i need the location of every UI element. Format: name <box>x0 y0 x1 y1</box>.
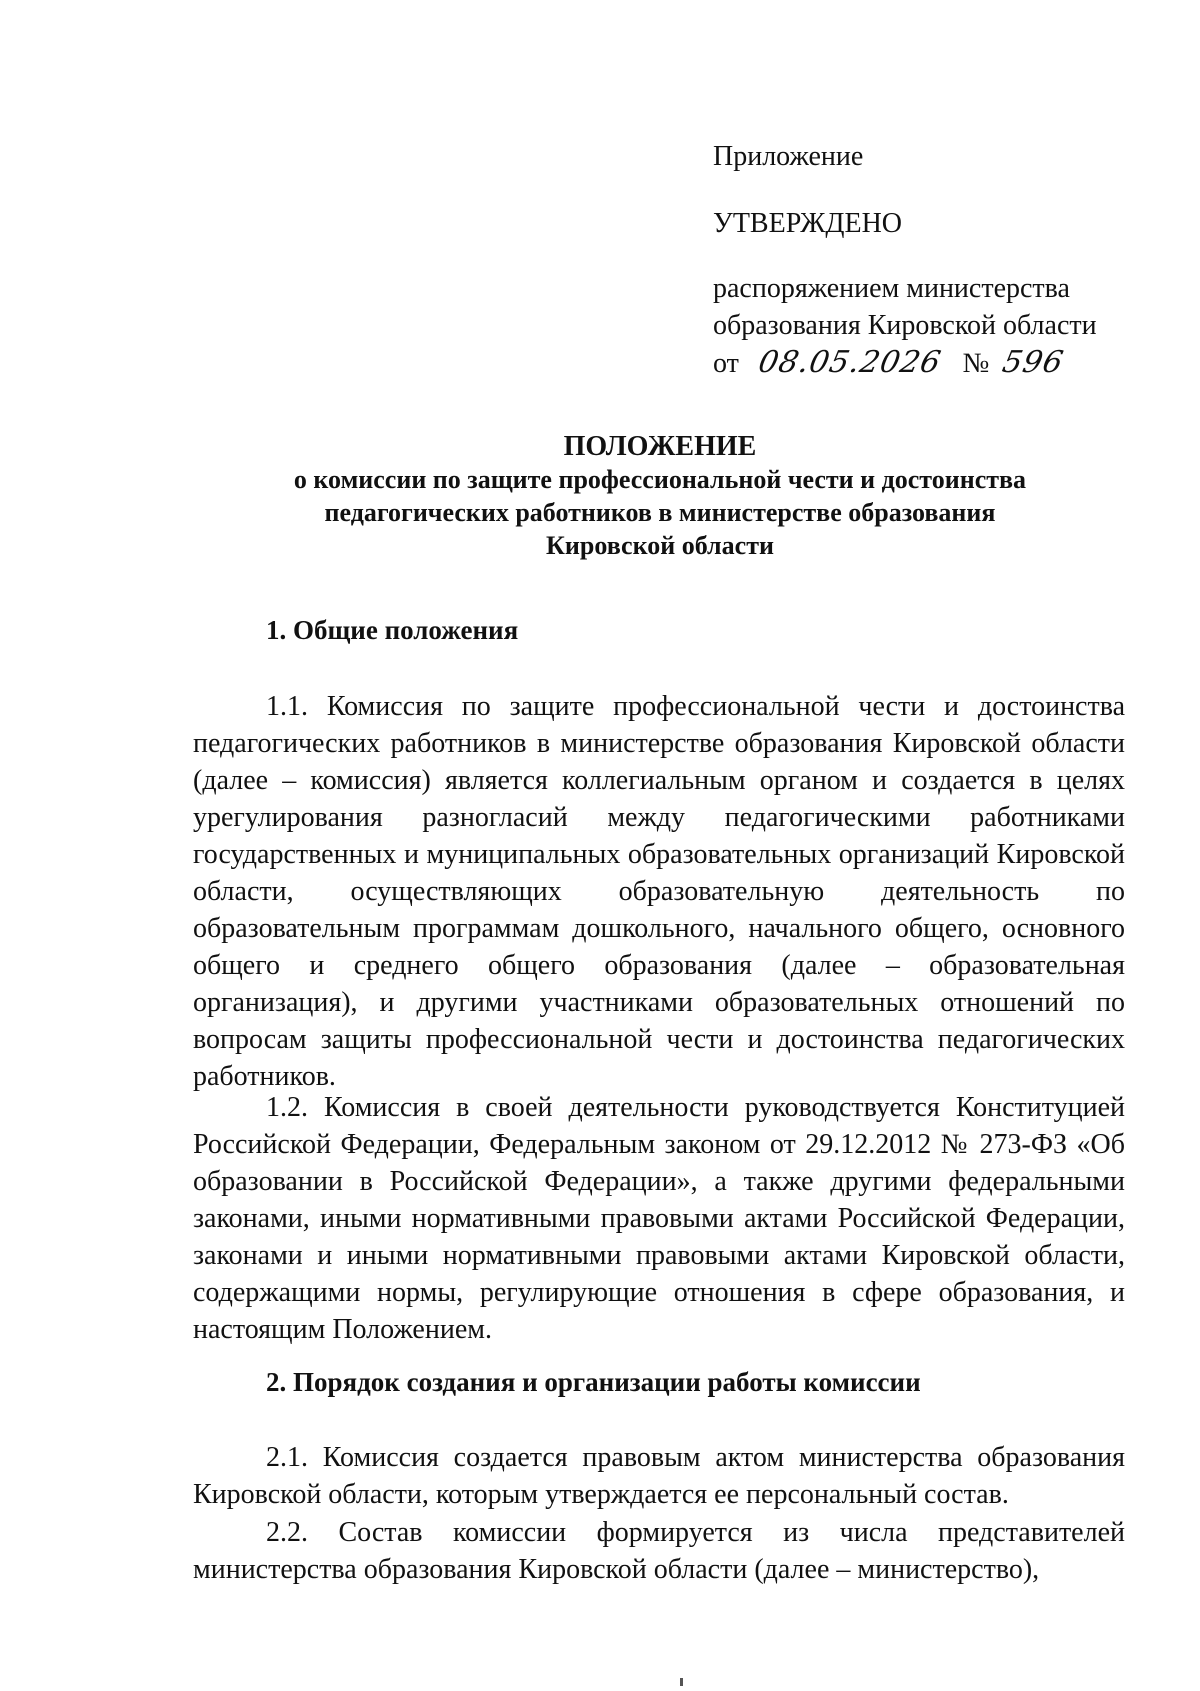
page-mark <box>680 1678 683 1686</box>
title-line-3: Кировской области <box>546 531 774 560</box>
paragraph-2-2-wrap <box>193 1514 1125 1588</box>
handwritten-number: 596 <box>999 345 1068 380</box>
handwritten-date: 08.05.2026 <box>755 345 945 380</box>
paragraph-1-2-wrap <box>193 1089 1125 1348</box>
order-line-2: образования Кировской области <box>713 310 1097 341</box>
section-2-heading: 2. Порядок создания и организации работы комиссии <box>266 1367 921 1397</box>
number-prefix: № <box>962 348 990 379</box>
paragraph-1-1: 1.1. Комиссия по защите профессиональной чести и достоинства педагогических работников в министерстве образования Кировской области (далее – комиссия) является коллегиальным органом и создается в целях урегулирования разногласий между педагогическими работниками государственных и муниципальных образовательных организаций Кировской области, осуществляющих образовательную деятельность по образовательным программам дошкольного, начального общего, основного общего и среднего общего образования (далее – образовательная организация), и другими участниками образовательных отношений по вопросам защиты профессиональной чести и достоинства педагогических работников. <box>193 691 1125 1092</box>
paragraph-1-2: 1.2. Комиссия в своей деятельности руководствуется Конституцией Российской Федерации, Федеральным законом от 29.12.2012 № 273-ФЗ «Об образовании в Российской Федерации», а также другими федеральными законами, иными нормативными правовыми актами Российской Федерации, законами и иными нормативными правовыми актами Кировской области, содержащими нормы, регулирующие отношения в сфере образования, и настоящим Положением. <box>193 1092 1125 1345</box>
approval-block <box>713 138 1153 382</box>
document-title <box>150 430 1170 562</box>
title-main: ПОЛОЖЕНИЕ <box>563 431 757 462</box>
date-number-line <box>713 344 1153 382</box>
date-prefix: от <box>713 348 739 379</box>
paragraph-2-2: 2.2. Состав комиссии формируется из числа представителей министерства образования Кировской области (далее – министерство), <box>193 1517 1125 1585</box>
title-line-1: о комиссии по защите профессиональной чести и достоинства <box>293 465 1027 494</box>
section-1-heading: 1. Общие положения <box>266 615 519 645</box>
section-2-heading-wrap <box>193 1364 1125 1401</box>
paragraph-2-1-wrap <box>193 1439 1125 1513</box>
approved-label: УТВЕРЖДЕНО <box>713 208 903 239</box>
order-line-1: распоряжением министерства <box>713 273 1070 304</box>
paragraph-2-1: 2.1. Комиссия создается правовым актом министерства образования Кировской области, которым утверждается ее персональный состав. <box>193 1442 1125 1510</box>
section-1-heading-wrap <box>193 612 1125 649</box>
paragraph-1-1-wrap <box>193 688 1125 1095</box>
title-line-2: педагогических работников в министерстве образования <box>324 498 996 527</box>
appendix-label: Приложение <box>713 141 864 172</box>
